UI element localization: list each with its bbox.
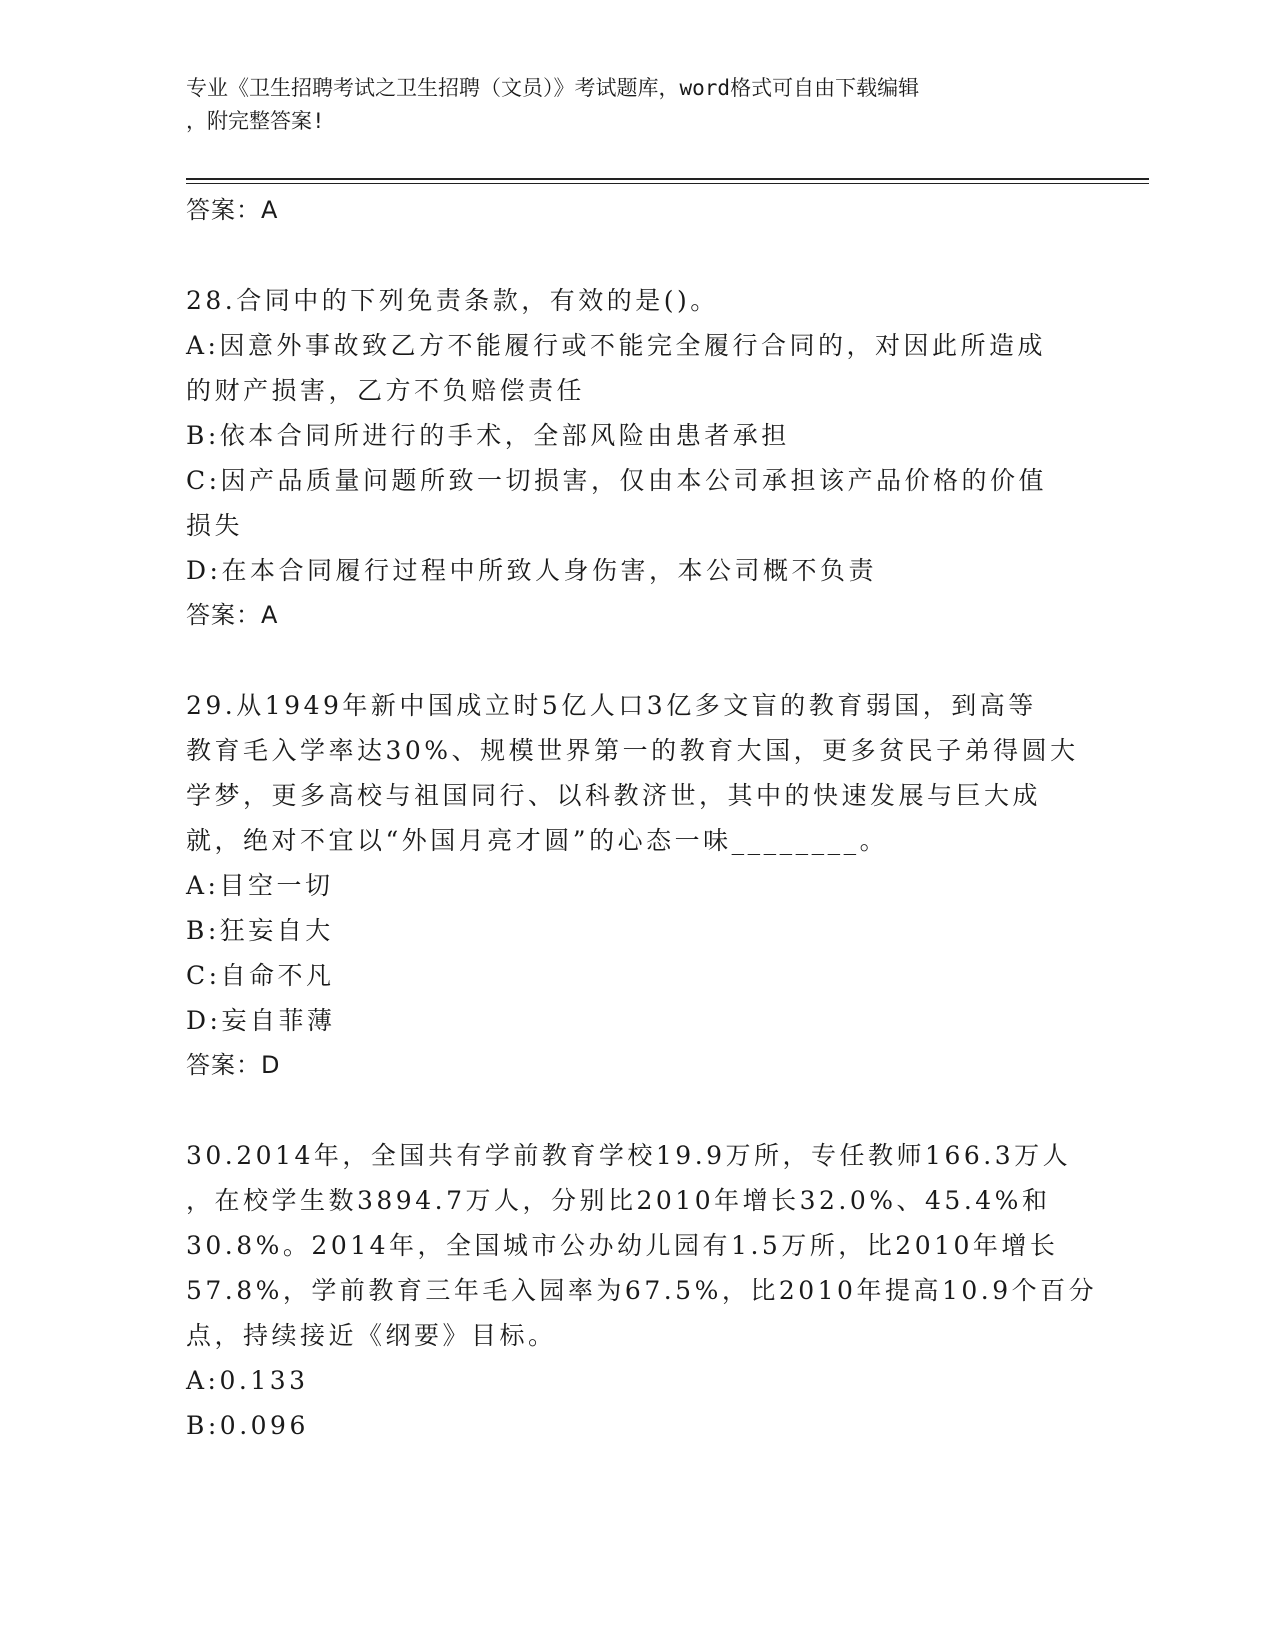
question-29-option-d: D:妄自菲薄 (186, 1006, 336, 1035)
question-29-stem-1: 29.从1949年新中国成立时5亿人口3亿多文盲的教育弱国，到高等 (186, 691, 1037, 720)
question-29-stem-4: 就，绝对不宜以“外国月亮才圆”的心态一味________。 (186, 826, 889, 855)
spacer (186, 638, 1086, 683)
question-28 (186, 278, 1086, 638)
header-line-2: ，附完整答案! (186, 109, 325, 133)
question-30-option-b: B:0.096 (186, 1411, 309, 1440)
header-line-1: 专业《卫生招聘考试之卫生招聘（文员）》考试题库，word格式可自由下载编辑 (186, 76, 920, 100)
question-29 (186, 683, 1086, 1088)
question-28-option-d: D:在本合同履行过程中所致人身伤害，本公司概不负责 (186, 556, 877, 585)
header-divider-thick (186, 178, 1149, 180)
previous-answer: 答案：A (186, 196, 279, 224)
question-30-option-a: A:0.133 (186, 1366, 309, 1395)
question-29-stem-2: 教育毛入学率达30%、规模世界第一的教育大国，更多贫民子弟得圆大 (186, 736, 1079, 765)
question-28-option-b: B:依本合同所进行的手术，全部风险由患者承担 (186, 421, 790, 450)
question-30-stem-3: 30.8%。2014年，全国城市公办幼儿园有1.5万所，比2010年增长 (186, 1231, 1059, 1260)
question-28-option-c: C:因产品质量问题所致一切损害，仅由本公司承担该产品价格的价值 (186, 466, 1048, 495)
question-29-answer: 答案：D (186, 1051, 281, 1079)
header-divider-thin (186, 183, 1149, 184)
question-28-stem: 28.合同中的下列免责条款，有效的是()。 (186, 286, 719, 315)
page-header (186, 72, 1066, 138)
question-29-stem-3: 学梦，更多高校与祖国同行、以科教济世，其中的快速发展与巨大成 (186, 781, 1042, 810)
question-28-option-a: A:因意外事故致乙方不能履行或不能完全履行合同的，对因此所造成 (186, 331, 1046, 360)
question-30-stem-4: 57.8%，学前教育三年毛入园率为67.5%，比2010年提高10.9个百分 (186, 1276, 1098, 1305)
spacer (186, 1088, 1086, 1133)
question-29-option-a: A:目空一切 (186, 871, 334, 900)
question-29-option-b: B:狂妄自大 (186, 916, 334, 945)
question-28-option-c-cont: 损失 (186, 511, 244, 540)
spacer (186, 233, 1086, 278)
question-29-option-c: C:自命不凡 (186, 961, 335, 990)
question-30-stem-5: 点，持续接近《纲要》目标。 (186, 1321, 557, 1350)
question-30-stem-2: ，在校学生数3894.7万人，分别比2010年增长32.0%、45.4%和 (186, 1186, 1051, 1215)
question-28-option-a-cont: 的财产损害，乙方不负赔偿责任 (186, 376, 586, 405)
question-28-answer: 答案：A (186, 601, 279, 629)
question-30 (186, 1133, 1098, 1448)
question-30-stem-1: 30.2014年，全国共有学前教育学校19.9万所，专任教师166.3万人 (186, 1141, 1072, 1170)
question-content (186, 188, 1098, 1448)
